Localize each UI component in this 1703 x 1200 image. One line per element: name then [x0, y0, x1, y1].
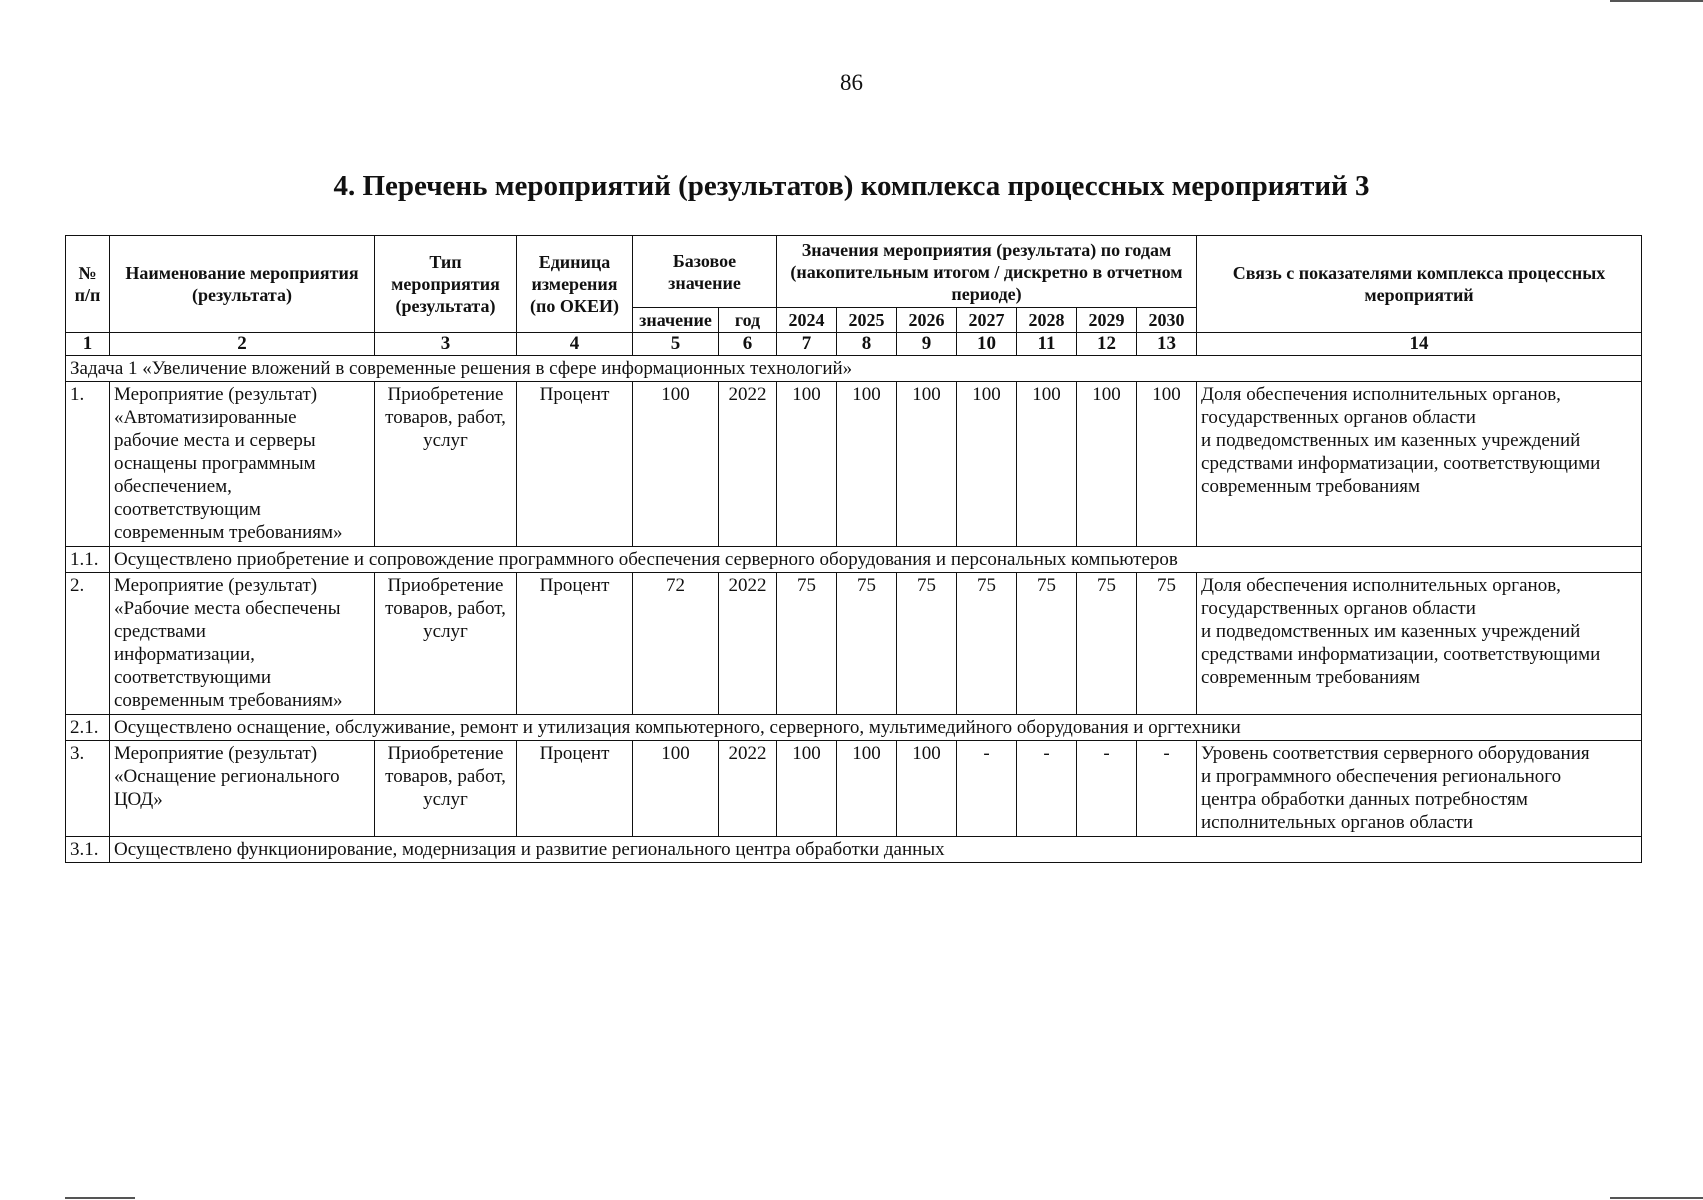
scan-edge-bottom-left [65, 1197, 135, 1199]
column-number: 14 [1197, 333, 1642, 356]
row-year-value: 100 [837, 741, 897, 837]
row-year-value: 75 [1137, 573, 1197, 715]
scan-edge-top-right [1610, 0, 1703, 2]
sub-row-text: Осуществлено приобретение и сопровождение программного обеспечения серверного оборудования и персональных компьютеров [110, 547, 1642, 573]
row-year-value: 100 [1077, 382, 1137, 547]
row-name: Мероприятие (результат) «Автоматизированные рабочие места и серверы оснащены программным обеспечением, соответствующим современным требованиям» [110, 382, 375, 547]
row-type: Приобретение товаров, работ, услуг [375, 573, 517, 715]
scan-edge-bottom-right [1610, 1197, 1703, 1199]
header-name: Наименование мероприятия (результата) [110, 236, 375, 333]
column-number: 9 [897, 333, 957, 356]
row-name: Мероприятие (результат) «Рабочие места обеспечены средствами информатизации, соответствующими современным требованиям» [110, 573, 375, 715]
sub-row-text: Осуществлено функционирование, модернизация и развитие регионального центра обработки данных [110, 837, 1642, 863]
row-unit: Процент [517, 382, 633, 547]
row-year-value: - [1077, 741, 1137, 837]
header-type: Тип мероприятия (результата) [375, 236, 517, 333]
row-base-year: 2022 [719, 573, 777, 715]
row-year-value: 100 [837, 382, 897, 547]
row-base-year: 2022 [719, 741, 777, 837]
column-number: 12 [1077, 333, 1137, 356]
row-num: 3. [66, 741, 110, 837]
header-unit: Единица измерения (по ОКЕИ) [517, 236, 633, 333]
sub-row-text: Осуществлено оснащение, обслуживание, ремонт и утилизация компьютерного, серверного, мультимедийного оборудования и оргтехники [110, 715, 1642, 741]
sub-row [66, 715, 1642, 741]
row-year-value: - [1017, 741, 1077, 837]
task-title: Задача 1 «Увеличение вложений в современные решения в сфере информационных технологий» [66, 356, 1642, 382]
row-link: Доля обеспечения исполнительных органов, государственных органов области и подведомственных им казенных учреждений средствами информатизации, соответствующими современным требованиям [1197, 573, 1642, 715]
row-link: Уровень соответствия серверного оборудования и программного обеспечения регионального центра обработки данных потребностям исполнительных органов области [1197, 741, 1642, 837]
column-number: 11 [1017, 333, 1077, 356]
page-number: 86 [840, 70, 863, 95]
table-row [66, 573, 1642, 715]
sub-row-num: 1.1. [66, 547, 110, 573]
row-year-value: 75 [777, 573, 837, 715]
row-year-value: - [1137, 741, 1197, 837]
row-year-value: 75 [957, 573, 1017, 715]
row-base-value: 100 [633, 382, 719, 547]
row-type: Приобретение товаров, работ, услуг [375, 382, 517, 547]
column-number: 5 [633, 333, 719, 356]
column-number: 2 [110, 333, 375, 356]
row-year-value: 100 [1137, 382, 1197, 547]
page-title: 4. Перечень мероприятий (результатов) комплекса процессных мероприятий 3 [333, 170, 1370, 202]
header-year: 2024 [777, 308, 837, 333]
row-unit: Процент [517, 741, 633, 837]
header-link: Связь с показателями комплекса процессных мероприятий [1197, 236, 1642, 333]
header-base-year: год [719, 308, 777, 333]
sub-row [66, 837, 1642, 863]
row-year-value: 100 [957, 382, 1017, 547]
row-year-value: - [957, 741, 1017, 837]
column-number: 10 [957, 333, 1017, 356]
sub-row-num: 2.1. [66, 715, 110, 741]
row-year-value: 100 [897, 382, 957, 547]
table-row [66, 382, 1642, 547]
row-name: Мероприятие (результат) «Оснащение регионального ЦОД» [110, 741, 375, 837]
header-year: 2028 [1017, 308, 1077, 333]
row-base-value: 100 [633, 741, 719, 837]
column-number: 3 [375, 333, 517, 356]
row-year-value: 100 [777, 741, 837, 837]
sub-row-num: 3.1. [66, 837, 110, 863]
column-number: 6 [719, 333, 777, 356]
header-num: № п/п [66, 236, 110, 333]
row-year-value: 75 [837, 573, 897, 715]
table-header [66, 236, 1642, 333]
table-row [66, 741, 1642, 837]
header-year: 2026 [897, 308, 957, 333]
column-number: 4 [517, 333, 633, 356]
row-base-value: 72 [633, 573, 719, 715]
row-year-value: 75 [1077, 573, 1137, 715]
header-year: 2030 [1137, 308, 1197, 333]
row-num: 2. [66, 573, 110, 715]
task-row [66, 356, 1642, 382]
header-year: 2027 [957, 308, 1017, 333]
sub-row [66, 547, 1642, 573]
row-num: 1. [66, 382, 110, 547]
header-year: 2025 [837, 308, 897, 333]
column-number: 7 [777, 333, 837, 356]
row-unit: Процент [517, 573, 633, 715]
column-number: 8 [837, 333, 897, 356]
row-type: Приобретение товаров, работ, услуг [375, 741, 517, 837]
row-year-value: 100 [777, 382, 837, 547]
column-number: 13 [1137, 333, 1197, 356]
row-year-value: 75 [897, 573, 957, 715]
header-year: 2029 [1077, 308, 1137, 333]
row-year-value: 75 [1017, 573, 1077, 715]
row-year-value: 100 [1017, 382, 1077, 547]
header-base-value: значение [633, 308, 719, 333]
header-base: Базовое значение [633, 236, 777, 308]
header-years-group: Значения мероприятия (результата) по годам (накопительным итогом / дискретно в отчетном периоде) [777, 236, 1197, 308]
column-numbers-row [66, 333, 1642, 356]
row-link: Доля обеспечения исполнительных органов, государственных органов области и подведомственных им казенных учреждений средствами информатизации, соответствующими современным требованиям [1197, 382, 1642, 547]
column-number: 1 [66, 333, 110, 356]
row-year-value: 100 [897, 741, 957, 837]
row-base-year: 2022 [719, 382, 777, 547]
measures-table [65, 235, 1642, 863]
